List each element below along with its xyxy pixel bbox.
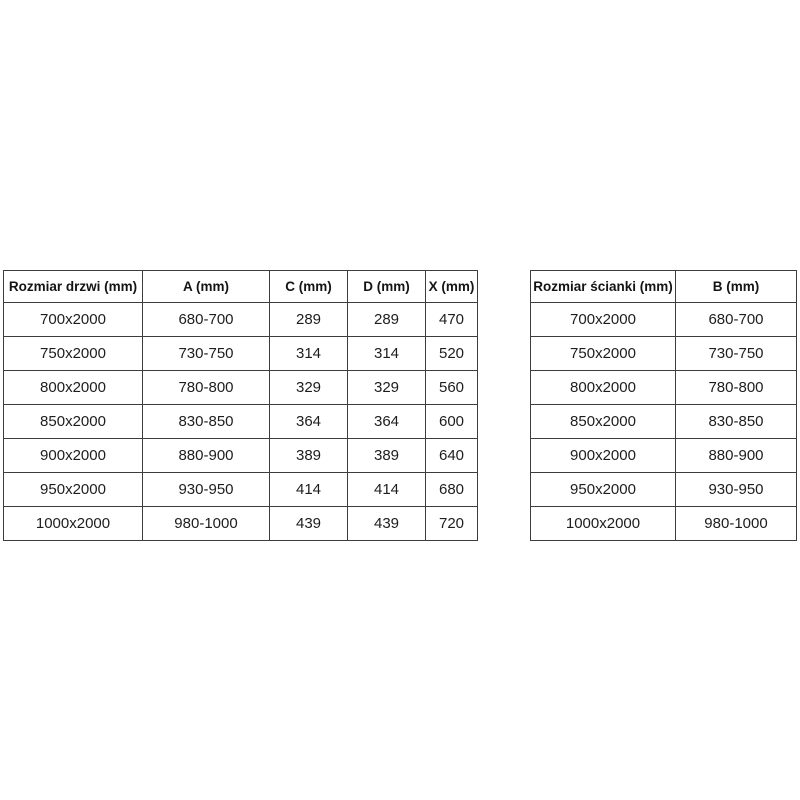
- header-cell: Rozmiar drzwi (mm): [4, 271, 143, 303]
- table-cell: 850x2000: [4, 405, 143, 439]
- table-row: [531, 303, 797, 337]
- table-cell: 1000x2000: [531, 507, 676, 541]
- table-cell: 950x2000: [531, 473, 676, 507]
- header-row: [531, 271, 797, 303]
- table-cell: 560: [426, 371, 478, 405]
- table-cell: 880-900: [143, 439, 270, 473]
- table-cell: 439: [270, 507, 348, 541]
- header-cell: C (mm): [270, 271, 348, 303]
- table-cell: 314: [348, 337, 426, 371]
- table-cell: 520: [426, 337, 478, 371]
- header-cell: B (mm): [676, 271, 797, 303]
- table-row: [4, 337, 478, 371]
- table-cell: 640: [426, 439, 478, 473]
- table-cell: 414: [270, 473, 348, 507]
- table-cell: 980-1000: [676, 507, 797, 541]
- table-row: [4, 439, 478, 473]
- table-cell: 680: [426, 473, 478, 507]
- table-cell: 364: [270, 405, 348, 439]
- table-row: [4, 303, 478, 337]
- table-cell: 780-800: [676, 371, 797, 405]
- table-row: [531, 473, 797, 507]
- table-cell: 414: [348, 473, 426, 507]
- table-cell: 980-1000: [143, 507, 270, 541]
- table-row: [4, 473, 478, 507]
- table-cell: 850x2000: [531, 405, 676, 439]
- table-cell: 389: [348, 439, 426, 473]
- table-cell: 364: [348, 405, 426, 439]
- wall-table-body: [531, 303, 797, 541]
- table-cell: 780-800: [143, 371, 270, 405]
- table-cell: 329: [270, 371, 348, 405]
- table-cell: 329: [348, 371, 426, 405]
- table-cell: 470: [426, 303, 478, 337]
- table-cell: 289: [348, 303, 426, 337]
- table-cell: 439: [348, 507, 426, 541]
- table-cell: 700x2000: [4, 303, 143, 337]
- table-cell: 930-950: [143, 473, 270, 507]
- table-cell: 730-750: [143, 337, 270, 371]
- table-cell: 930-950: [676, 473, 797, 507]
- table-cell: 950x2000: [4, 473, 143, 507]
- table-row: [531, 405, 797, 439]
- table-cell: 830-850: [676, 405, 797, 439]
- table-cell: 830-850: [143, 405, 270, 439]
- table-row: [4, 371, 478, 405]
- table-cell: 1000x2000: [4, 507, 143, 541]
- wall-dimensions-table: [530, 270, 797, 541]
- wall-table-head: [531, 271, 797, 303]
- table-row: [4, 507, 478, 541]
- table-cell: 880-900: [676, 439, 797, 473]
- table-cell: 289: [270, 303, 348, 337]
- header-cell: Rozmiar ścianki (mm): [531, 271, 676, 303]
- table-row: [531, 337, 797, 371]
- table-cell: 750x2000: [531, 337, 676, 371]
- header-cell: D (mm): [348, 271, 426, 303]
- table-cell: 800x2000: [4, 371, 143, 405]
- table-cell: 314: [270, 337, 348, 371]
- table-cell: 389: [270, 439, 348, 473]
- table-row: [531, 439, 797, 473]
- table-cell: 600: [426, 405, 478, 439]
- table-cell: 680-700: [676, 303, 797, 337]
- table-row: [4, 405, 478, 439]
- table-cell: 730-750: [676, 337, 797, 371]
- table-row: [531, 371, 797, 405]
- table-cell: 700x2000: [531, 303, 676, 337]
- table-cell: 750x2000: [4, 337, 143, 371]
- table-cell: 900x2000: [531, 439, 676, 473]
- table-cell: 800x2000: [531, 371, 676, 405]
- header-row: [4, 271, 478, 303]
- header-cell: X (mm): [426, 271, 478, 303]
- door-table-body: [4, 303, 478, 541]
- table-cell: 900x2000: [4, 439, 143, 473]
- table-cell: 720: [426, 507, 478, 541]
- door-dimensions-table: [3, 270, 478, 541]
- header-cell: A (mm): [143, 271, 270, 303]
- table-cell: 680-700: [143, 303, 270, 337]
- door-table-head: [4, 271, 478, 303]
- table-row: [531, 507, 797, 541]
